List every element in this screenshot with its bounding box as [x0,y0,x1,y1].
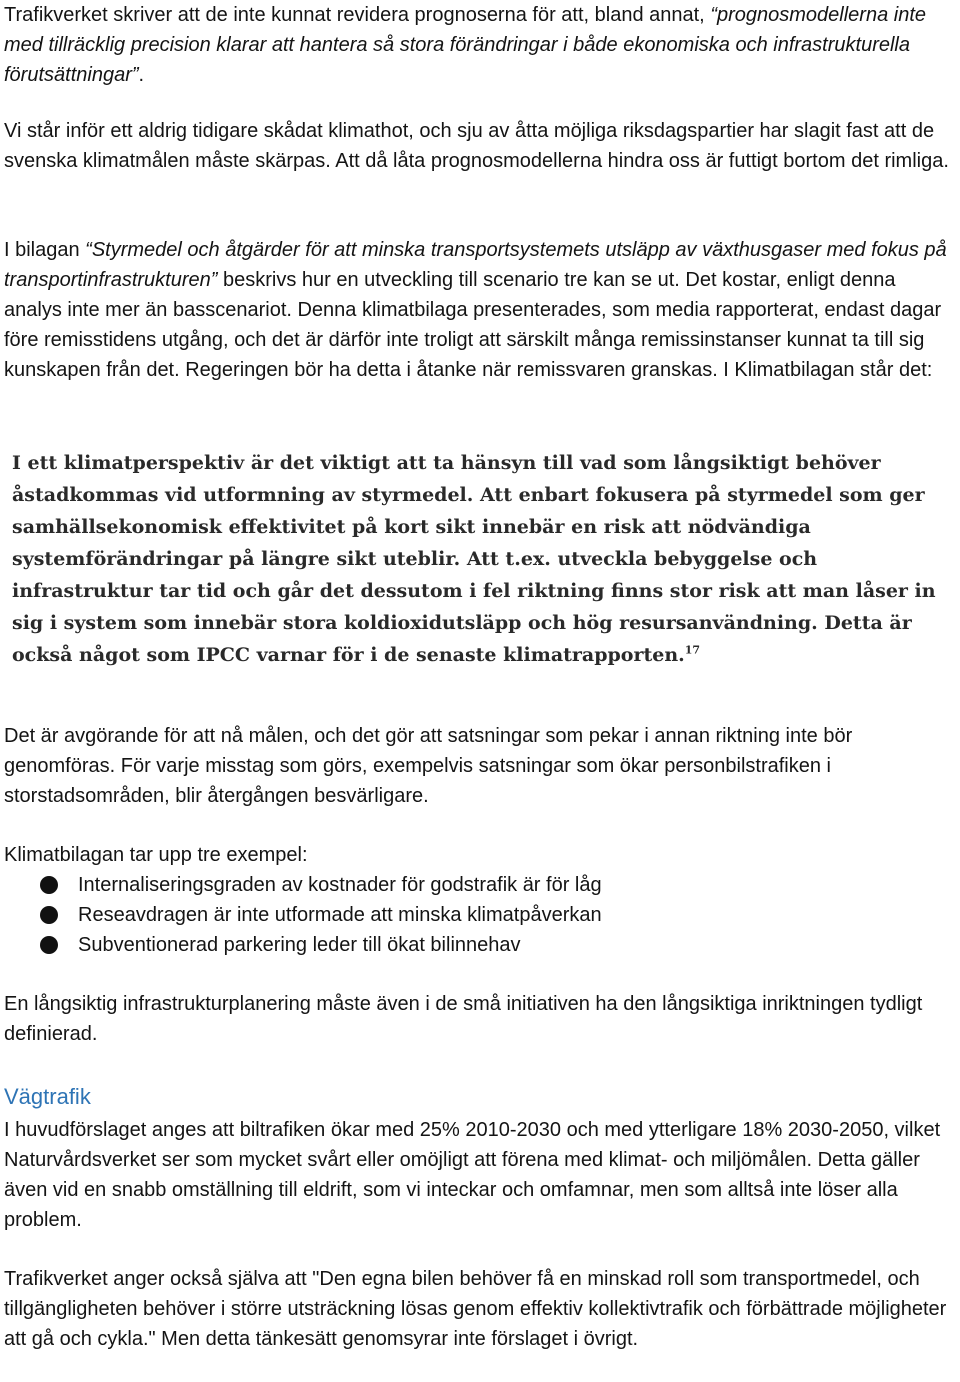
section-heading-vagtrafik: Vägtrafik [4,1084,91,1109]
bullet-dot-icon [40,906,58,924]
klimatbilaga-quote-text: I ett klimatperspektiv är det viktigt att ta hänsyn till vad som långsiktigt behöver åstadkommas vid utformning av styrmedel. Att enbart fokusera på styrmedel som ger samhällsekonomisk effektivitet på kort sikt innebär en risk att nödvändiga systemförändringar på längre sikt uteblir. Att t.ex. utveckla bebyggelse och infrastruktur tar tid och går det dessutom i fel riktning finns stor risk att man låser in sig i system som innebär stora koldioxidutsläpp och hög resursanvändning. Detta är också något som IPCC varnar för i de senaste klimatrapporten. [12,452,936,666]
paragraph-infrastrukturplanering: En långsiktig infrastrukturplanering måste även i de små initiativen ha den långsiktiga inriktningen tydligt definierad. [4,993,923,1045]
paragraph-bilagan [4,235,956,385]
paragraph-prognoser-quote: “prognosmodellerna inte med tillräcklig precision klarar att hantera så stora förändringar i både ekonomiska och infrastrukturella förutsättningar” [4,4,932,86]
paragraph-exempel-intro: Klimatbilagan tar upp tre exempel: [4,844,308,866]
list-item-text: Internaliseringsgraden av kostnader för godstrafik är för låg [78,874,602,896]
list-item [40,930,602,960]
exempel-list [40,870,602,960]
paragraph-klimathot: Vi står inför ett aldrig tidigare skådat klimathot, och sju av åtta möjliga riksdagspartier har slagit fast att de svenska klimatmålen måste skärpas. Att då låta prognosmodellerna hindra oss är futtigt bortom det rimliga. [4,120,949,172]
list-item [40,900,602,930]
bullet-dot-icon [40,876,58,894]
paragraph-bilagan-title: “Styrmedel och åtgärder för att minska transportsystemets utsläpp av växthusgaser med fokus på transportinfrastrukturen” [4,239,953,291]
list-item-text: Subventionerad parkering leder till ökat bilinnehav [78,934,521,956]
bullet-dot-icon [40,936,58,954]
paragraph-prognoser [4,0,956,90]
paragraph-prognoser-end: . [138,64,145,86]
paragraph-bilagan-body: beskrivs hur en utveckling till scenario tre kan se ut. Det kostar, enligt denna analys inte mer än basscenariot. Denna klimatbilaga presenterades, som media rapporterat, endast dagar före remisstidens utgång, och det är därför inte troligt att särskilt många remissinstanser kunnat ta till sig kunskapen från det. Regeringen bör ha detta i åtanke när remissvaren granskas. I Klimatbilagan står det: [4,269,947,381]
list-item-text: Reseavdragen är inte utformade att minska klimatpåverkan [78,904,602,926]
paragraph-biltrafik: I huvudförslaget anges att biltrafiken ökar med 25% 2010-2030 och med ytterligare 18% 2030-2050, vilket Naturvårdsverket ser som mycket svårt eller omöjligt att förena med klimat- och miljömålen. Detta gäller även vid en snabb omställning till eldrift, som vi inteckar och omfamnar, men som alltså inte löser alla problem. [4,1119,941,1231]
klimatbilaga-quote [12,447,952,671]
paragraph-prognoser-lead: Trafikverket skriver att de inte kunnat revidera prognoserna för att, bland annat, [4,4,711,26]
paragraph-bilagan-lead: I bilagan [4,239,86,261]
paragraph-avgorande: Det är avgörande för att nå målen, och det gör att satsningar som pekar i annan riktning inte bör genomföras. För varje misstag som görs, exempelvis satsningar som ökar personbilstrafiken i storstadsområden, blir återgången besvärligare. [4,725,853,807]
list-item [40,870,602,900]
footnote-marker: 17 [684,643,701,657]
paragraph-egna-bilen: Trafikverket anger också själva att "Den egna bilen behöver få en minskad roll som transportmedel, och tillgängligheten behöver i större utsträckning lösas genom effektiv kollektivtrafik och förbättrade möjligheter att gå och cykla." Men detta tänkesätt genomsyrar inte förslaget i övrigt. [4,1268,947,1350]
